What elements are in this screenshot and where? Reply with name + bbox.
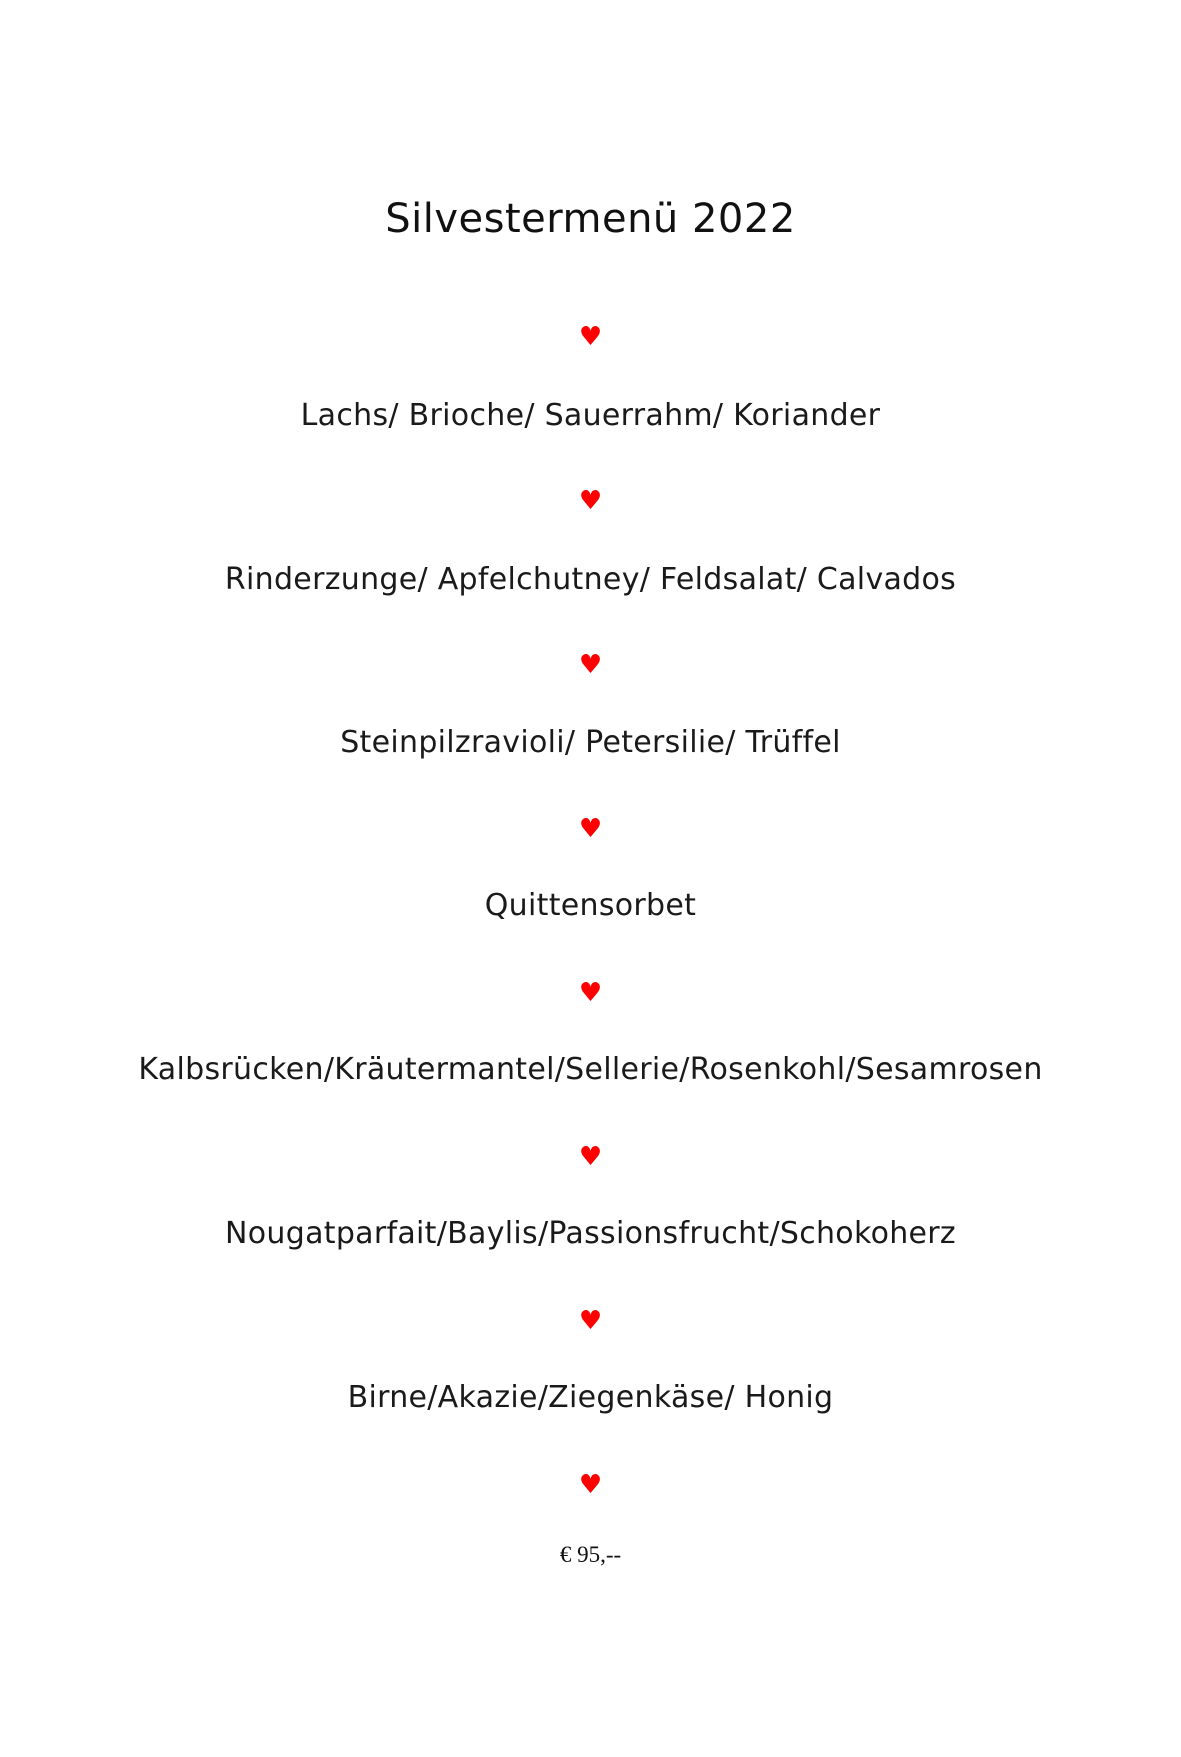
heart-icon: ♥ [578, 1142, 603, 1172]
menu-title: Silvestermenü 2022 [385, 196, 796, 242]
course-2: Rinderzunge/ Apfelchutney/ Feldsalat/ Calvados [224, 562, 957, 597]
heart-icon: ♥ [578, 650, 603, 680]
course-5: Kalbsrücken/Kräutermantel/Sellerie/Rosenkohl/Sesamrosen [138, 1052, 1043, 1087]
course-3: Steinpilzravioli/ Petersilie/ Trüffel [340, 725, 841, 760]
heart-icon: ♥ [578, 322, 603, 352]
course-7: Birne/Akazie/Ziegenkäse/ Honig [347, 1380, 834, 1415]
course-4: Quittensorbet [484, 888, 697, 923]
course-6: Nougatparfait/Baylis/Passionsfrucht/Schokoherz [225, 1216, 956, 1251]
heart-icon: ♥ [578, 978, 603, 1008]
menu-price: € 95,-- [559, 1542, 622, 1567]
heart-icon: ♥ [578, 1306, 603, 1336]
heart-icon: ♥ [578, 486, 603, 516]
heart-icon: ♥ [578, 814, 603, 844]
heart-icon: ♥ [578, 1470, 603, 1500]
course-1: Lachs/ Brioche/ Sauerrahm/ Koriander [300, 398, 881, 433]
